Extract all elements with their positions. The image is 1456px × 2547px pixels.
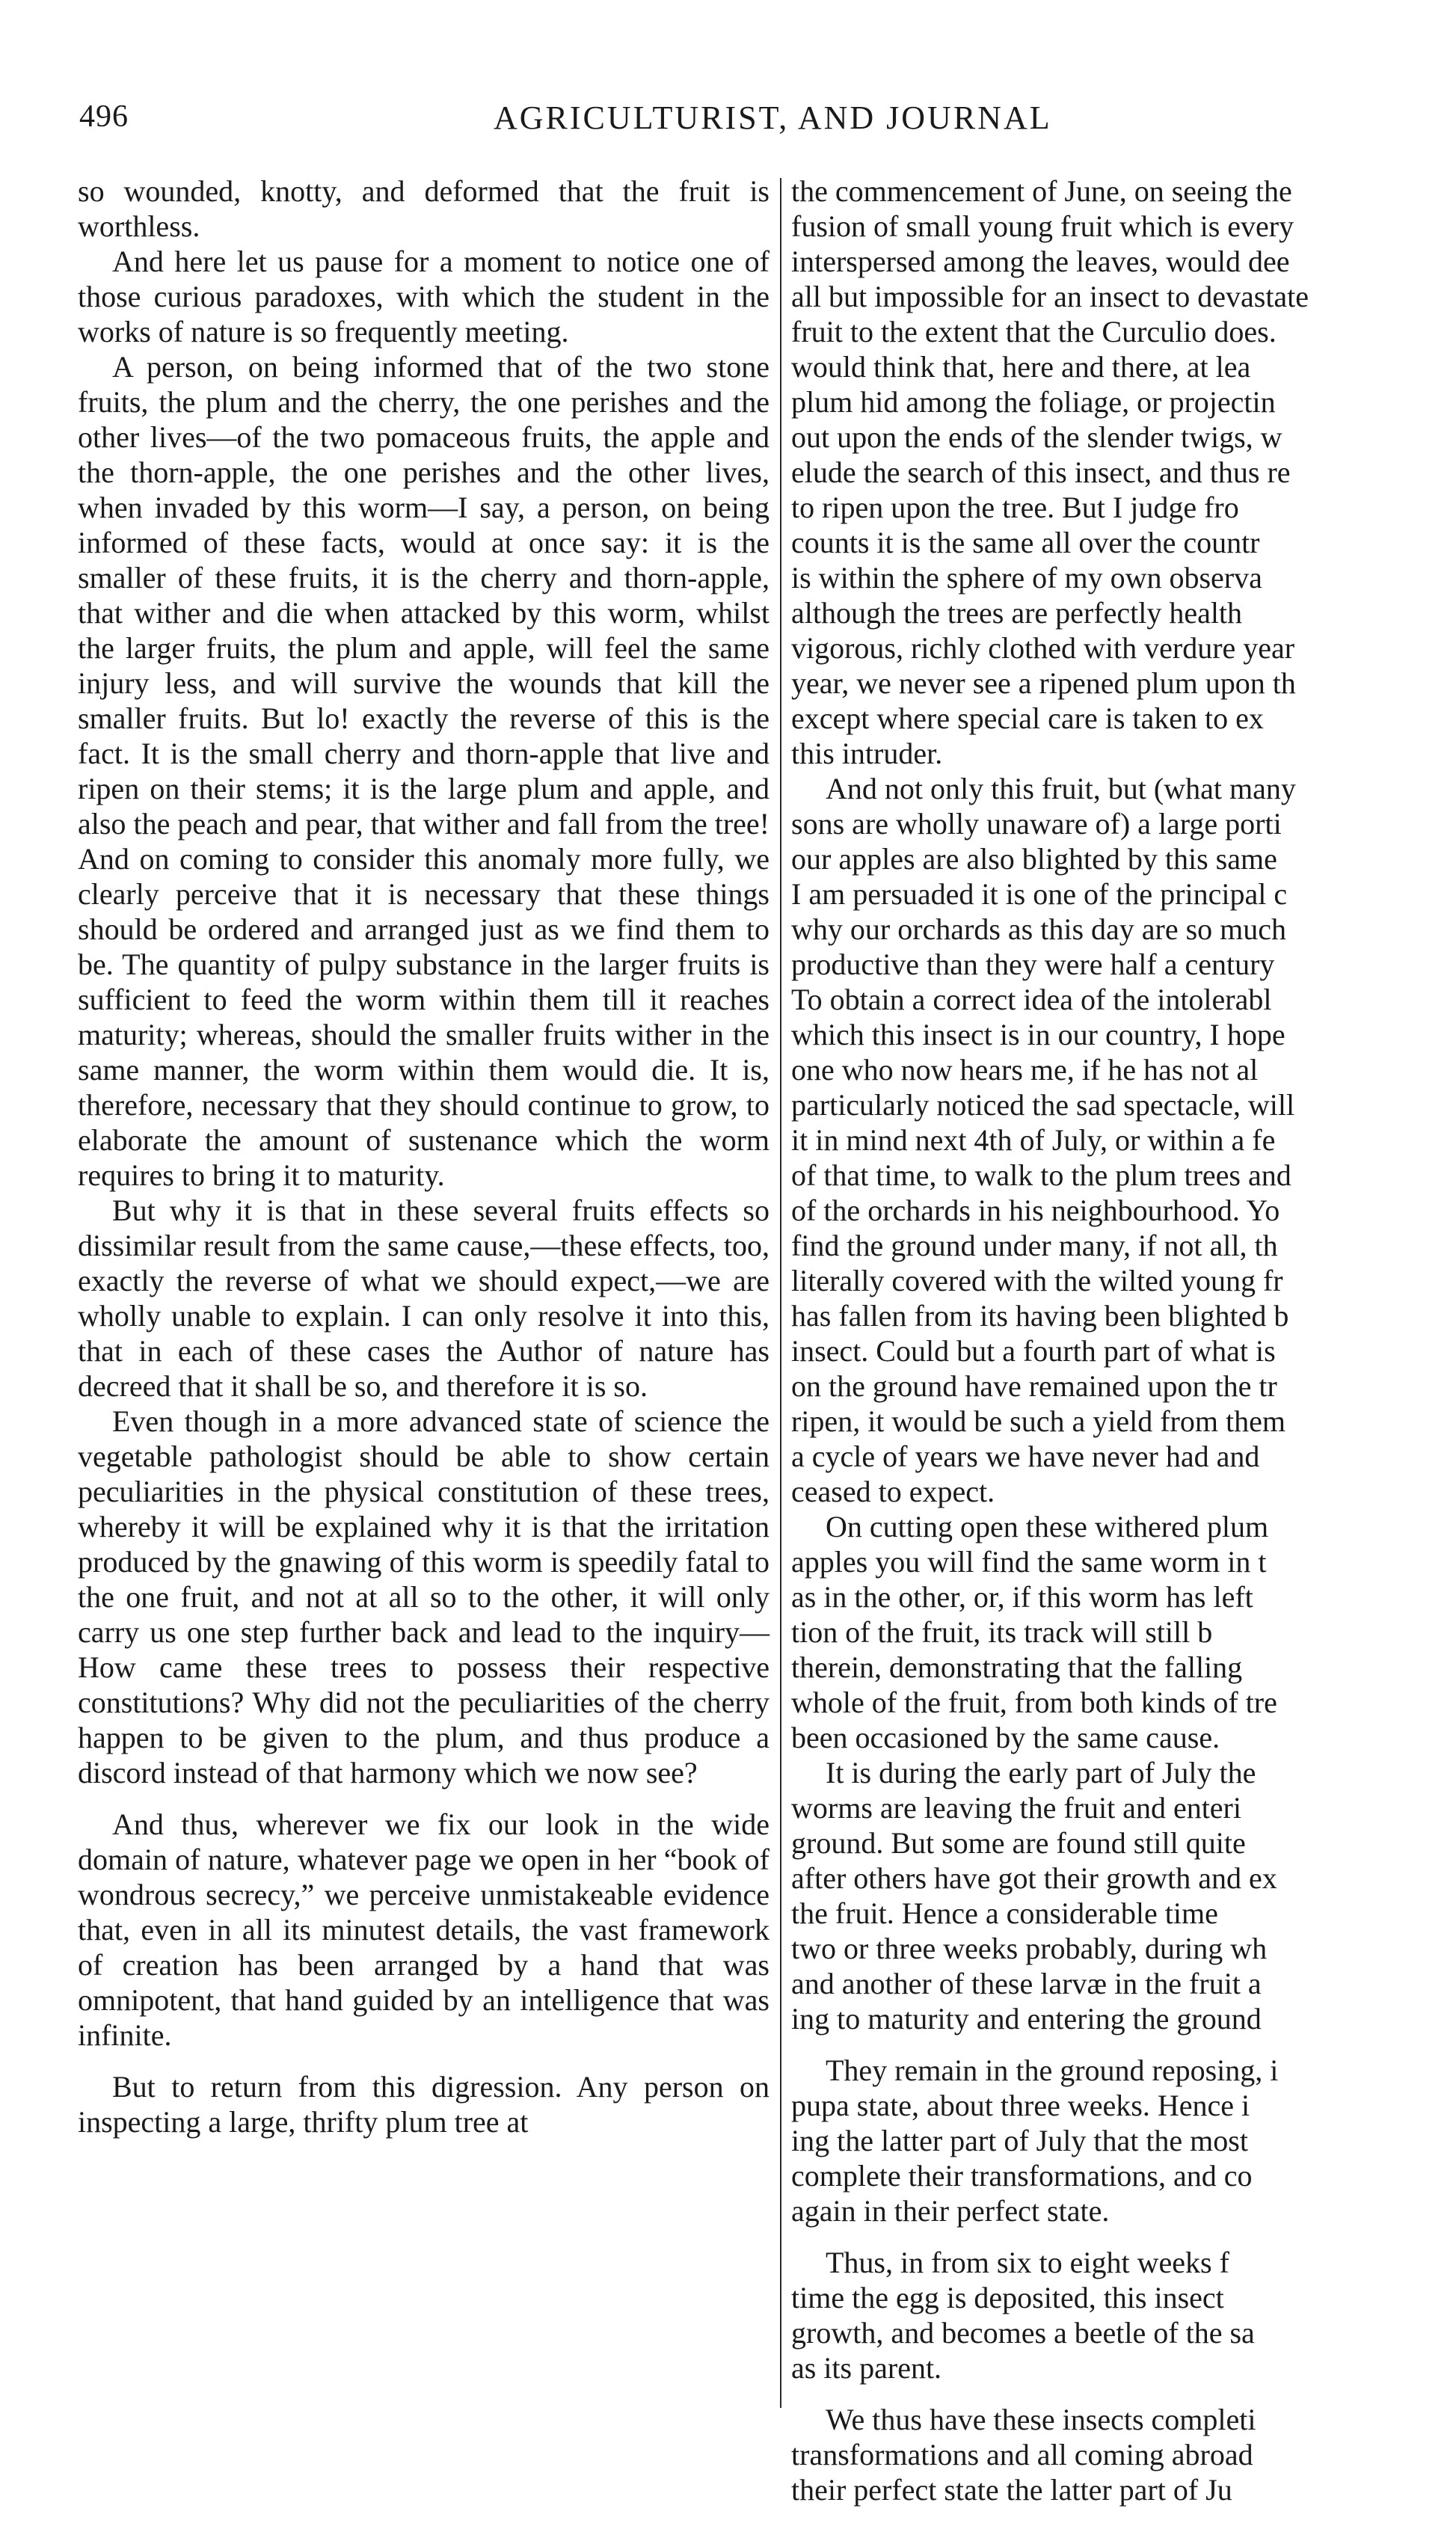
text-line: It is during the early part of July the — [826, 1756, 1256, 1789]
text-line: our apples are also blighted by this same — [791, 842, 1277, 876]
text-line: pupa state, about three weeks. Hence i — [791, 2089, 1250, 2122]
text-line: transformations and all coming abroad — [791, 2438, 1253, 2471]
paragraph: But to return from this digression. Any person on inspecting a large, thrifty plum tree at — [78, 2070, 770, 2139]
text-line: plum hid among the foliage, or projectin — [791, 385, 1276, 419]
text-line: growth, and becomes a beetle of the sa — [791, 2316, 1255, 2350]
text-line: again in their perfect state. — [791, 2194, 1110, 2228]
text-line: one who now hears me, if he has not al — [791, 1053, 1259, 1087]
page-number: 496 — [79, 99, 129, 134]
running-head: AGRICULTURIST, AND JOURNAL — [494, 99, 1052, 136]
text-line: sons are wholly unaware of) a large porti — [791, 807, 1282, 841]
text-line: the fruit. Hence a considerable time — [791, 1896, 1218, 1930]
text-line: whole of the fruit, from both kinds of tre — [791, 1686, 1277, 1719]
text-line: it in mind next 4th of July, or within a fe — [791, 1123, 1276, 1157]
text-line: on the ground have remained upon the tr — [791, 1369, 1277, 1403]
text-line: this intruder. — [791, 737, 943, 770]
text-line: two or three weeks probably, during wh — [791, 1932, 1268, 1965]
text-line: I am persuaded it is one of the principal c — [791, 877, 1288, 911]
text-line: the commencement of June, on seeing the — [791, 174, 1292, 208]
paragraph: And here let us pause for a moment to notice one of those curious paradoxes, with which the student in the works of nature is so frequently meeting. — [78, 245, 770, 348]
column-divider — [780, 178, 781, 2408]
text-line: apples you will find the same worm in t — [791, 1545, 1267, 1579]
text-line: Thus, in from six to eight weeks f — [826, 2246, 1229, 2279]
text-line: On cutting open these withered plum — [826, 1510, 1269, 1543]
paragraph: Even though in a more advanced state of science the vegetable pathologist should be able to show certain peculiarities in the physical constitution of these trees, whereby it will be explained why it is that the irritation produced by the gnawing of this worm is speedily fatal to the one fruit, and not at all so to the other, it will only carry us one step further back and lead to the inquiry—How came these trees to possess their respective constitutions? Why did not the peculiarities of the cherry happen to be given to the plum, and thus produce a discord instead of that harmony which we now see? — [78, 1404, 770, 1789]
text-line: of the orchards in his neighbourhood. Yo — [791, 1193, 1280, 1227]
text-line: ripen, it would be such a yield from them — [791, 1404, 1285, 1438]
text-line: fusion of small young fruit which is every — [791, 209, 1294, 243]
text-line: out upon the ends of the slender twigs, w — [791, 420, 1283, 454]
text-line: tion of the fruit, its track will still b — [791, 1615, 1213, 1649]
text-line: after others have got their growth and ex — [791, 1861, 1277, 1895]
text-line: vigorous, richly clothed with verdure year — [791, 631, 1295, 665]
text-line: ground. But some are found still quite — [791, 1826, 1246, 1860]
text-line: is within the sphere of my own observa — [791, 561, 1262, 594]
paragraph: But why it is that in these several fruits effects so dissimilar result from the same cause,—these effects, too, exactly the reverse of what we should expect,—we are wholly unable to explain. I can only resolve it into this, that in each of these cases the Author of nature has decreed that it shall be so, and therefore it is so. — [78, 1193, 770, 1403]
text-line: insect. Could but a fourth part of what is — [791, 1334, 1276, 1368]
text-line: why our orchards as this day are so much — [791, 912, 1287, 946]
text-line: ing the latter part of July that the most — [791, 2124, 1248, 2157]
text-line: find the ground under many, if not all, th — [791, 1229, 1278, 1262]
text-line: as its parent. — [791, 2351, 942, 2385]
text-line: and another of these larvæ in the fruit a — [791, 1967, 1262, 2000]
text-line: fruit to the extent that the Curculio does. — [791, 315, 1277, 348]
page-header — [0, 91, 1456, 144]
text-line: They remain in the ground reposing, i — [826, 2053, 1279, 2087]
text-line: their perfect state the latter part of Ju — [791, 2473, 1232, 2507]
text-line: except where special care is taken to ex — [791, 701, 1264, 735]
paragraph: And thus, wherever we fix our look in the wide domain of nature, whatever page we open in her “book of wondrous secrecy,” we perceive unmistakeable evidence that, even in all its minutest details, the vast framework of creation has been arranged by a hand that was omnipotent, that hand guided by an intelligence that was infinite. — [78, 1807, 770, 2052]
text-line: although the trees are perfectly health — [791, 596, 1243, 630]
text-line: ceased to expect. — [791, 1475, 995, 1508]
text-line: productive than they were half a century — [791, 947, 1275, 981]
text-line: all but impossible for an insect to devastate — [791, 280, 1309, 313]
text-line: year, we never see a ripened plum upon th — [791, 666, 1296, 700]
text-line: which this insect is in our country, I hope — [791, 1018, 1285, 1051]
text-line: particularly noticed the sad spectacle, will — [791, 1088, 1295, 1122]
text-line: of that time, to walk to the plum trees and — [791, 1158, 1291, 1192]
text-line: counts it is the same all over the countr — [791, 526, 1260, 559]
text-line: interspersed among the leaves, would dee — [791, 245, 1290, 278]
paragraph: so wounded, knotty, and deformed that the fruit is worthless. — [78, 174, 770, 243]
right-column — [791, 173, 1455, 2507]
text-line: time the egg is deposited, this insect — [791, 2281, 1224, 2314]
text-line: To obtain a correct idea of the intolerabl — [791, 983, 1272, 1016]
text-line: literally covered with the wilted young fr — [791, 1264, 1283, 1297]
text-line: therein, demonstrating that the falling — [791, 1650, 1243, 1684]
text-line: We thus have these insects completi — [826, 2403, 1256, 2436]
text-line: ing to maturity and entering the ground — [791, 2002, 1262, 2036]
text-line: And not only this fruit, but (what many — [826, 772, 1296, 805]
text-line: elude the search of this insect, and thus re — [791, 455, 1291, 489]
text-line: to ripen upon the tree. But I judge fro — [791, 491, 1239, 524]
text-line: complete their transformations, and co — [791, 2159, 1253, 2193]
left-column — [78, 173, 770, 2417]
text-line: a cycle of years we have never had and — [791, 1440, 1260, 1473]
text-line: would think that, here and there, at lea — [791, 350, 1251, 384]
text-line: as in the other, or, if this worm has left — [791, 1580, 1253, 1614]
text-line: been occasioned by the same cause. — [791, 1721, 1220, 1754]
paragraph: A person, on being informed that of the two stone fruits, the plum and the cherry, the one perishes and the other lives—of the two pomaceous fruits, the apple and the thorn-apple, the one perishes and the other lives, when invaded by this worm—I say, a person, on being informed of these facts, would at once say: it is the smaller of these fruits, it is the cherry and thorn-apple, that wither and die when attacked by this worm, whilst the larger fruits, the plum and apple, will feel the same injury less, and will survive the wounds that kill the smaller fruits. But lo! exactly the reverse of this is the fact. It is the small cherry and thorn-apple that live and ripen on their stems; it is the large plum and apple, and also the peach and pear, that wither and fall from the tree! And on coming to consider this anomaly more fully, we clearly perceive that it is necessary that these things should be ordered and arranged just as we find them to be. The quantity of pulpy substance in the larger fruits is sufficient to feed the worm within them till it reaches maturity; whereas, should the smaller fruits wither in the same manner, the worm within them would die. It is, therefore, necessary that they should continue to grow, to elaborate the amount of sustenance which the worm requires to bring it to maturity. — [78, 350, 770, 1192]
text-line: worms are leaving the fruit and enteri — [791, 1791, 1241, 1825]
text-line: has fallen from its having been blighted b — [791, 1299, 1289, 1333]
